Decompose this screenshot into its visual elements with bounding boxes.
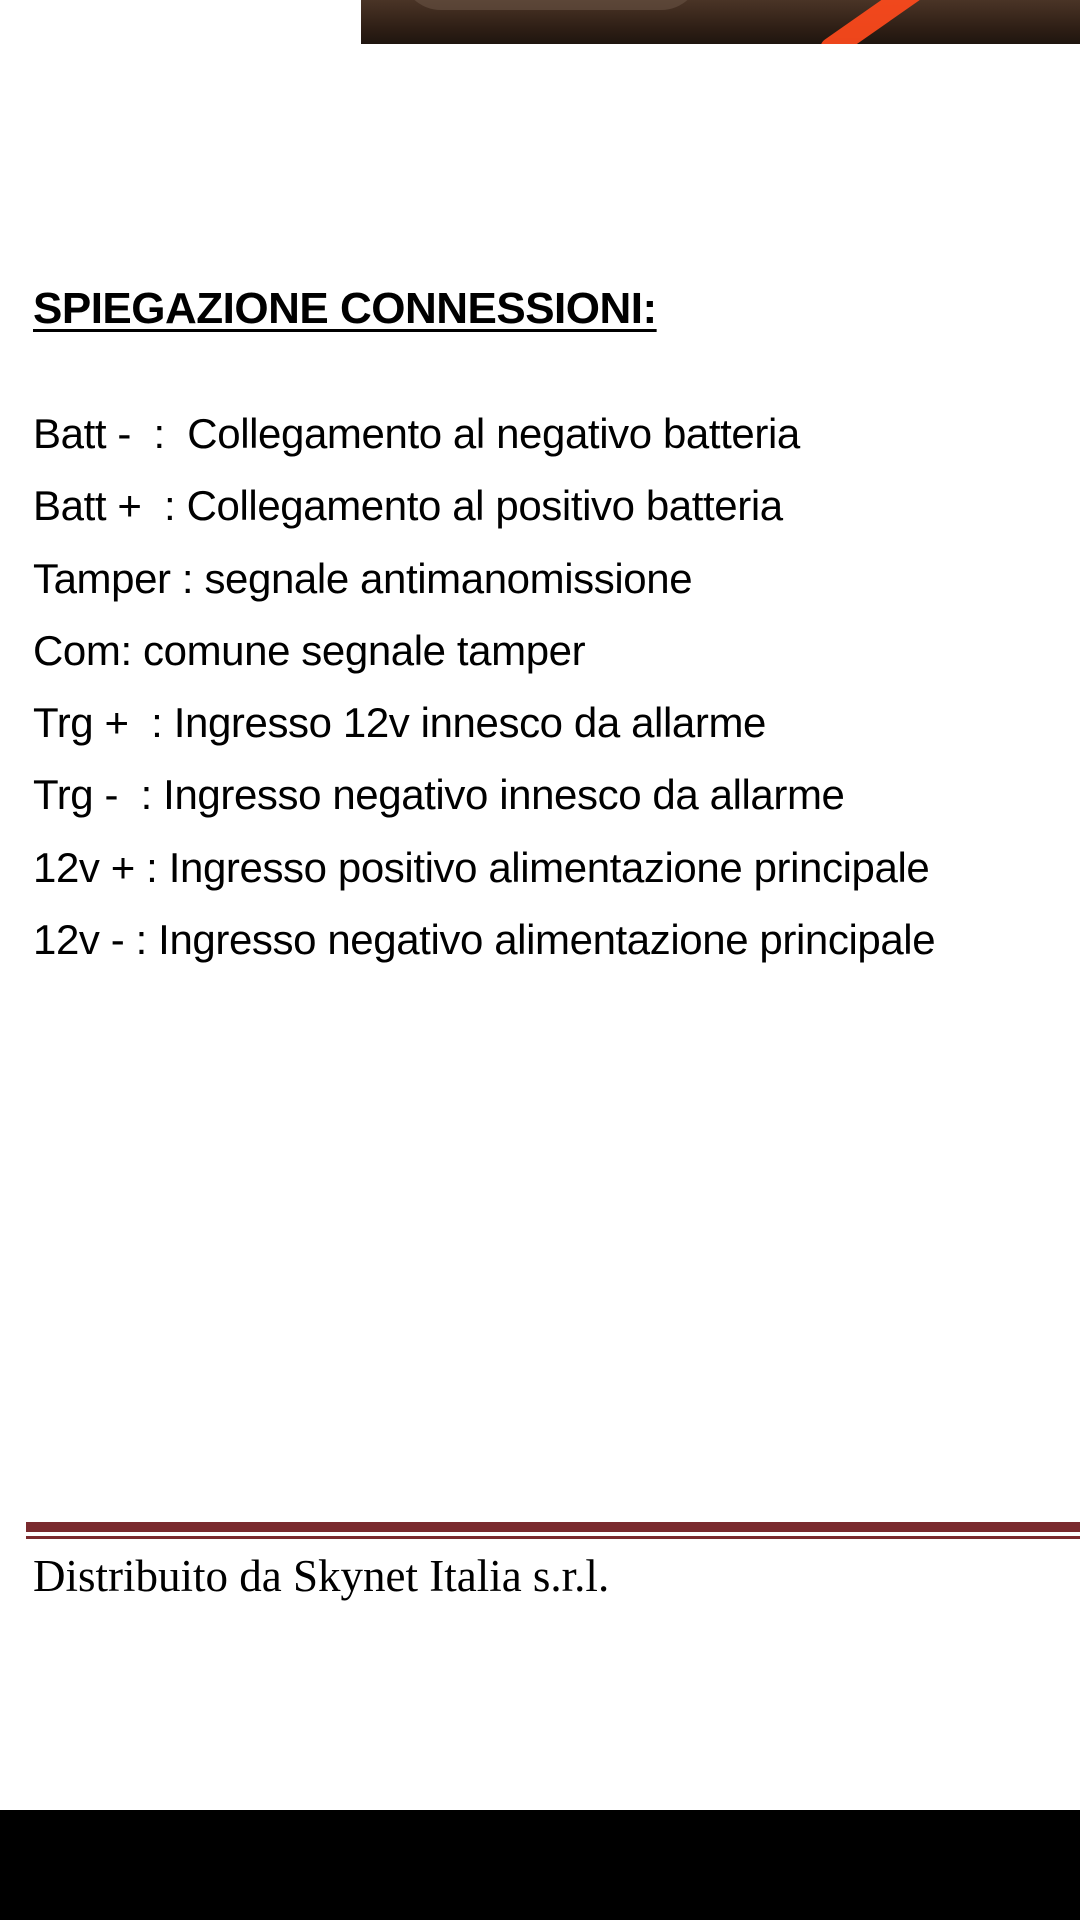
- photo-cable-shape: [817, 0, 928, 44]
- footer-divider-thick: [26, 1522, 1080, 1532]
- connection-item: 12v - : Ingresso negativo alimentazione principale: [33, 916, 936, 964]
- connection-item: Trg + : Ingresso 12v innesco da allarme: [33, 699, 766, 747]
- connection-item: Tamper : segnale antimanomissione: [33, 554, 693, 602]
- connection-item: Com: comune segnale tamper: [33, 626, 586, 674]
- connection-item: 12v + : Ingresso positivo alimentazione principale: [33, 843, 930, 891]
- connection-item: Batt + : Collegamento al positivo batteria: [33, 482, 783, 530]
- footer-distributor: Distribuito da Skynet Italia s.r.l.: [33, 1551, 610, 1601]
- footer-divider-thin: [26, 1536, 1080, 1539]
- connection-list: [33, 398, 935, 976]
- photo-rim-shape: [401, 0, 701, 10]
- product-photo-crop: [361, 0, 1080, 44]
- bottom-black-bar: [0, 1810, 1080, 1920]
- connection-item: Batt - : Collegamento al negativo batteria: [33, 410, 800, 457]
- section-heading: SPIEGAZIONE CONNESSIONI:: [33, 284, 657, 333]
- connection-item: Trg - : Ingresso negativo innesco da allarme: [33, 771, 845, 819]
